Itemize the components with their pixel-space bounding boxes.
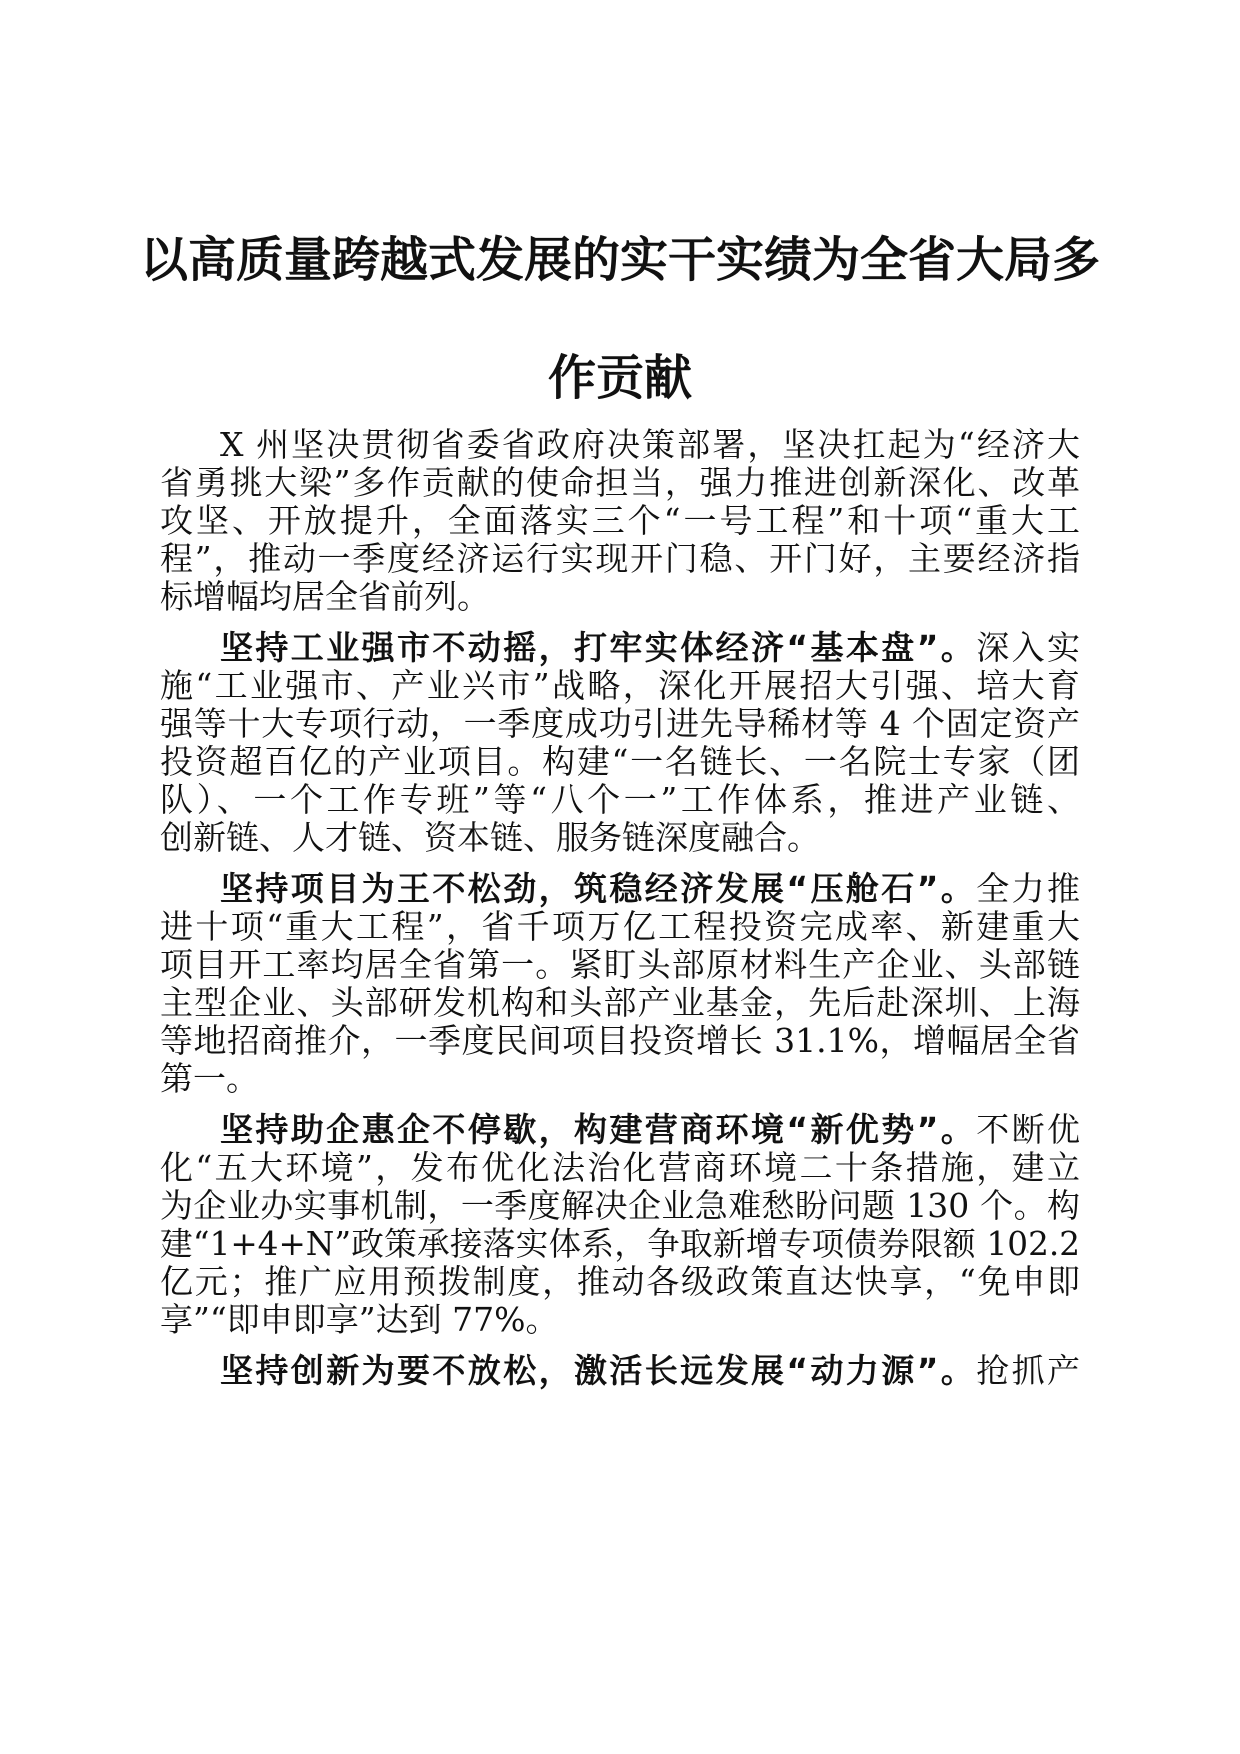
- paragraph-4-line-6: 享”“即申即享”达到 77%。: [160, 1300, 559, 1339]
- paragraph-2-line-5: 队）、一个工作专班”等“八个一”工作体系，推进产业链、: [160, 780, 1080, 819]
- paragraph-2-heading: 坚持工业强市不动摇，打牢实体经济“基本盘”。: [220, 628, 977, 667]
- paragraph-3-heading: 坚持项目为王不松劲，筑稳经济发展“压舱石”。: [220, 869, 977, 908]
- paragraph-4-heading: 坚持助企惠企不停歇，构建营商环境“新优势”。: [220, 1110, 977, 1149]
- paragraph-4-line-4: 建“1+4+N”政策承接落实体系，争取新增专项债券限额 102.2: [160, 1225, 1080, 1263]
- paragraph-2-line-4: 投资超百亿的产业项目。构建“一名链长、一名院士专家（团: [160, 742, 1080, 781]
- paragraph-2-line-2: 施“工业强市、产业兴市”战略，深化开展招大引强、培大育: [160, 666, 1080, 705]
- paragraph-1-line-3: 攻坚、开放提升，全面落实三个“一号工程”和十项“重大工: [160, 501, 1080, 540]
- paragraph-5-heading: 坚持创新为要不放松，激活长远发展“动力源”。: [220, 1351, 977, 1390]
- paragraph-3-line-2: 进十项“重大工程”，省千项万亿工程投资完成率、新建重大: [160, 907, 1080, 946]
- paragraph-2-line-6: 创新链、人才链、资本链、服务链深度融合。: [160, 818, 820, 857]
- paragraph-5-line-1: [220, 1351, 1080, 1391]
- paragraph-3-line-4: 主型企业、头部研发机构和头部产业基金，先后赴深圳、上海: [160, 983, 1080, 1022]
- paragraph-2-line-1: [220, 628, 1080, 668]
- paragraph-2-line-1-rest: 深入实: [976, 628, 1080, 667]
- paragraph-4-line-3: 为企业办实事机制，一季度解决企业急难愁盼问题 130 个。构: [160, 1186, 1080, 1225]
- paragraph-3-line-5: 等地招商推介，一季度民间项目投资增长 31.1%，增幅居全省: [160, 1021, 1080, 1060]
- paragraph-4-line-1-rest: 不断优: [976, 1110, 1080, 1149]
- document-title-line-2: 作贡献: [547, 350, 692, 406]
- paragraph-1-line-5: 标增幅均居全省前列。: [160, 577, 490, 616]
- paragraph-1-line-4: 程”，推动一季度经济运行实现开门稳、开门好，主要经济指: [160, 539, 1080, 578]
- paragraph-4-line-5: 亿元；推广应用预拨制度，推动各级政策直达快享，“免申即: [160, 1262, 1080, 1301]
- paragraph-4-line-1: [220, 1110, 1080, 1150]
- paragraph-2-line-3: 强等十大专项行动，一季度成功引进先导稀材等 4 个固定资产: [160, 704, 1080, 743]
- paragraph-3-line-1-rest: 全力推: [976, 869, 1080, 908]
- paragraph-4-line-2: 化“五大环境”，发布优化法治化营商环境二十条措施，建立: [160, 1148, 1080, 1187]
- paragraph-1-line-1: X 州坚决贯彻省委省政府决策部署，坚决扛起为“经济大: [220, 425, 1080, 464]
- paragraph-5-line-1-rest: 抢抓产: [976, 1351, 1080, 1390]
- paragraph-3-line-6: 第一。: [160, 1059, 259, 1098]
- paragraph-3-line-3: 项目开工率均居全省第一。紧盯头部原材料生产企业、头部链: [160, 945, 1080, 984]
- paragraph-1-line-2: 省勇挑大梁”多作贡献的使命担当，强力推进创新深化、改革: [160, 463, 1080, 502]
- document-title-line-1: 以高质量跨越式发展的实干实绩为全省大局多: [140, 232, 1101, 288]
- paragraph-3-line-1: [220, 869, 1080, 909]
